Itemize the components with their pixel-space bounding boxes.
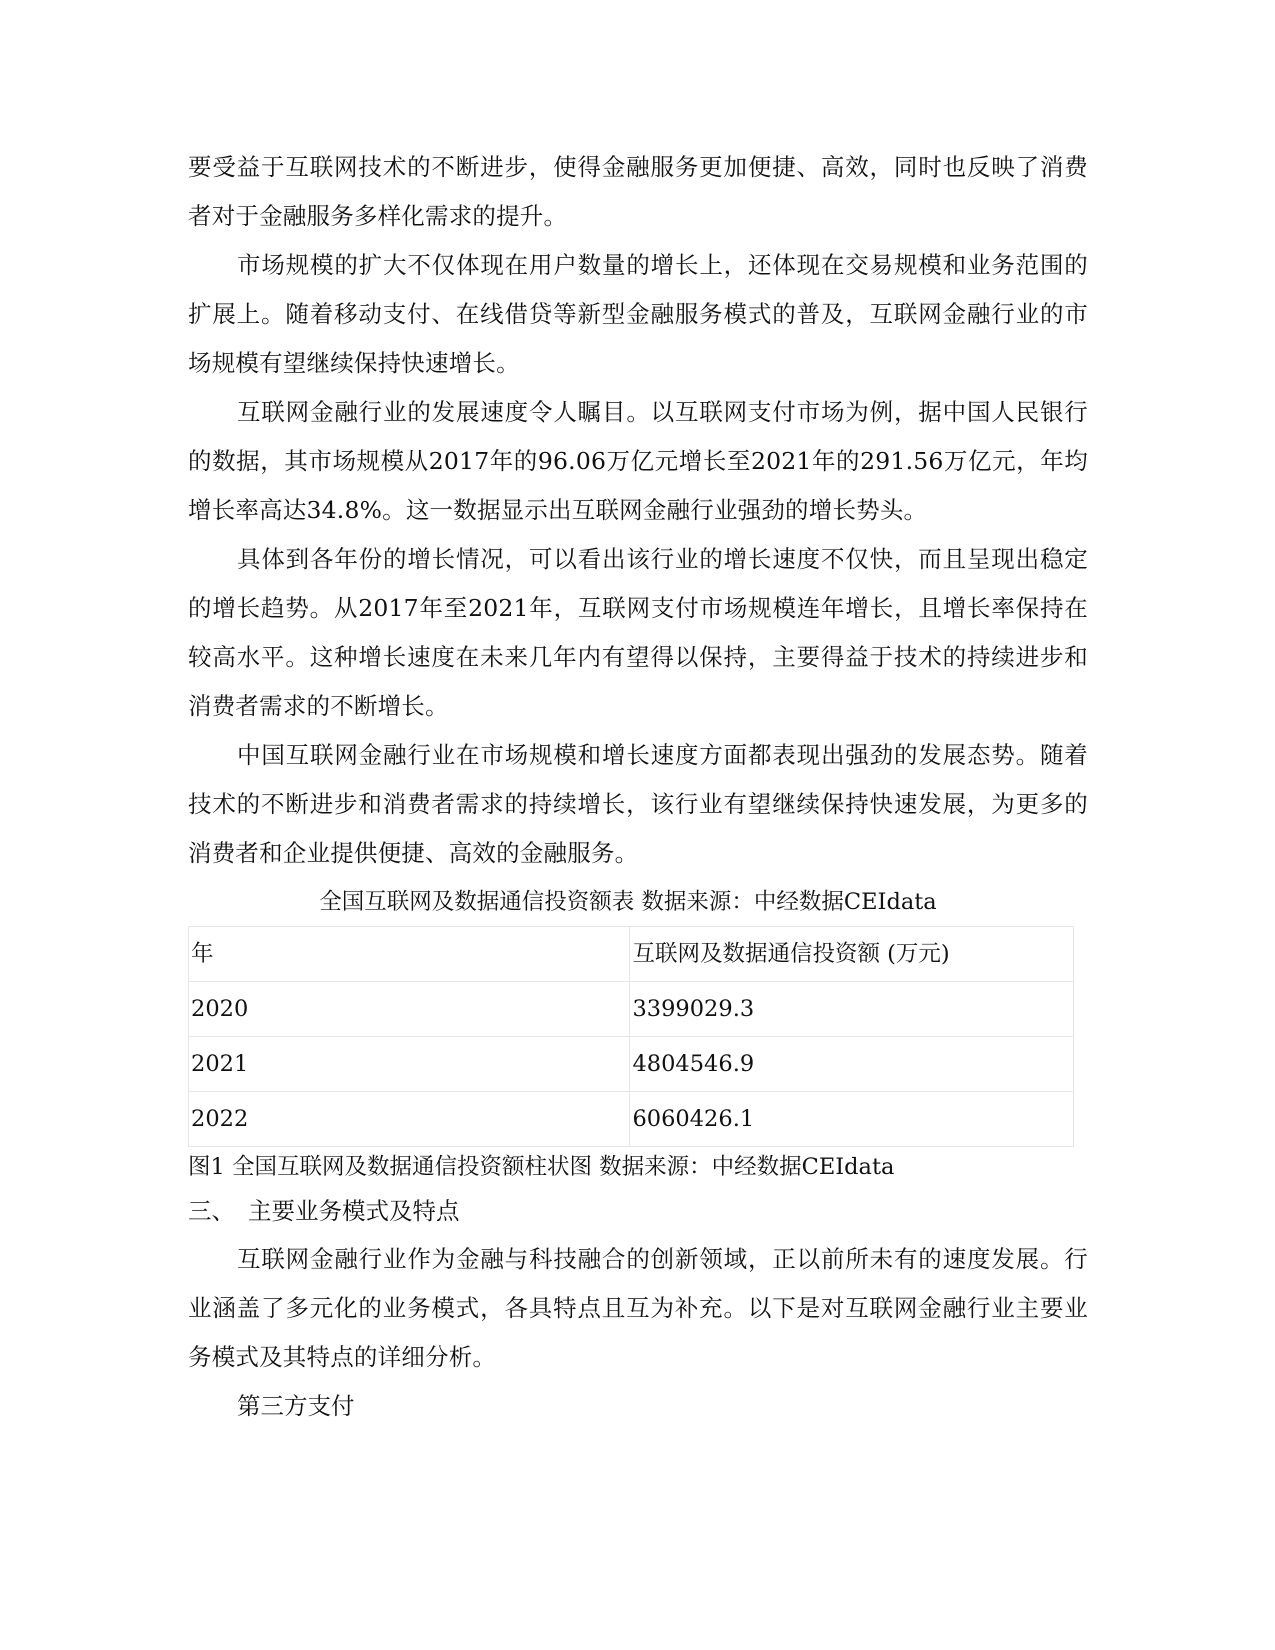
investment-table [188, 926, 1074, 1147]
table-header-row [189, 927, 1074, 982]
paragraph-5: 中国互联网金融行业在市场规模和增长速度方面都表现出强劲的发展态势。随着技术的不断进步和消费者需求的持续增长，该行业有望继续保持快速发展，为更多的消费者和企业提供便捷、高效的金融服务。 [188, 741, 1088, 867]
figure-caption: 图1 全国互联网及数据通信投资额柱状图 数据来源：中经数据CEIdata [188, 1154, 895, 1180]
paragraph-3: 互联网金融行业的发展速度令人瞩目。以互联网支付市场为例，据中国人民银行的数据，其市场规模从2017年的96.06万亿元增长至2021年的291.56万亿元，年均增长率高达34.8%。这一数据显示出互联网金融行业强劲的增长势头。 [188, 398, 1088, 524]
table-cell: 2021 [189, 1037, 630, 1092]
paragraph-1: 要受益于互联网技术的不断进步，使得金融服务更加便捷、高效，同时也反映了消费者对于金融服务多样化需求的提升。 [188, 153, 1088, 230]
table-caption: 全国互联网及数据通信投资额表 数据来源：中经数据CEIdata [319, 889, 937, 915]
paragraph-2: 市场规模的扩大不仅体现在用户数量的增长上，还体现在交易规模和业务范围的扩展上。随着移动支付、在线借贷等新型金融服务模式的普及，互联网金融行业的市场规模有望继续保持快速增长。 [188, 251, 1088, 377]
table-header-cell: 年 [189, 927, 630, 982]
table-row [189, 1092, 1074, 1147]
paragraph-4: 具体到各年份的增长情况，可以看出该行业的增长速度不仅快，而且呈现出稳定的增长趋势。从2017年至2021年，互联网支付市场规模连年增长，且增长率保持在较高水平。这种增长速度在未来几年内有望得以保持，主要得益于技术的持续进步和消费者需求的不断增长。 [188, 545, 1088, 720]
table-row [189, 1037, 1074, 1092]
subheading-third-party-payment: 第三方支付 [237, 1392, 355, 1420]
table-cell: 2020 [189, 982, 630, 1037]
section-paragraph: 互联网金融行业作为金融与科技融合的创新领域，正以前所未有的速度发展。行业涵盖了多元化的业务模式，各具特点且互为补充。以下是对互联网金融行业主要业务模式及其特点的详细分析。 [188, 1245, 1088, 1371]
page-content [188, 143, 1088, 1431]
table-row [189, 982, 1074, 1037]
section-title: 主要业务模式及特点 [248, 1197, 460, 1225]
table-cell: 4804546.9 [630, 1037, 1074, 1092]
section-heading [188, 1187, 1088, 1235]
table-cell: 2022 [189, 1092, 630, 1147]
section-number: 三、 [188, 1197, 235, 1225]
table-header-cell: 互联网及数据通信投资额 (万元) [630, 927, 1074, 982]
table-cell: 6060426.1 [630, 1092, 1074, 1147]
table-cell: 3399029.3 [630, 982, 1074, 1037]
